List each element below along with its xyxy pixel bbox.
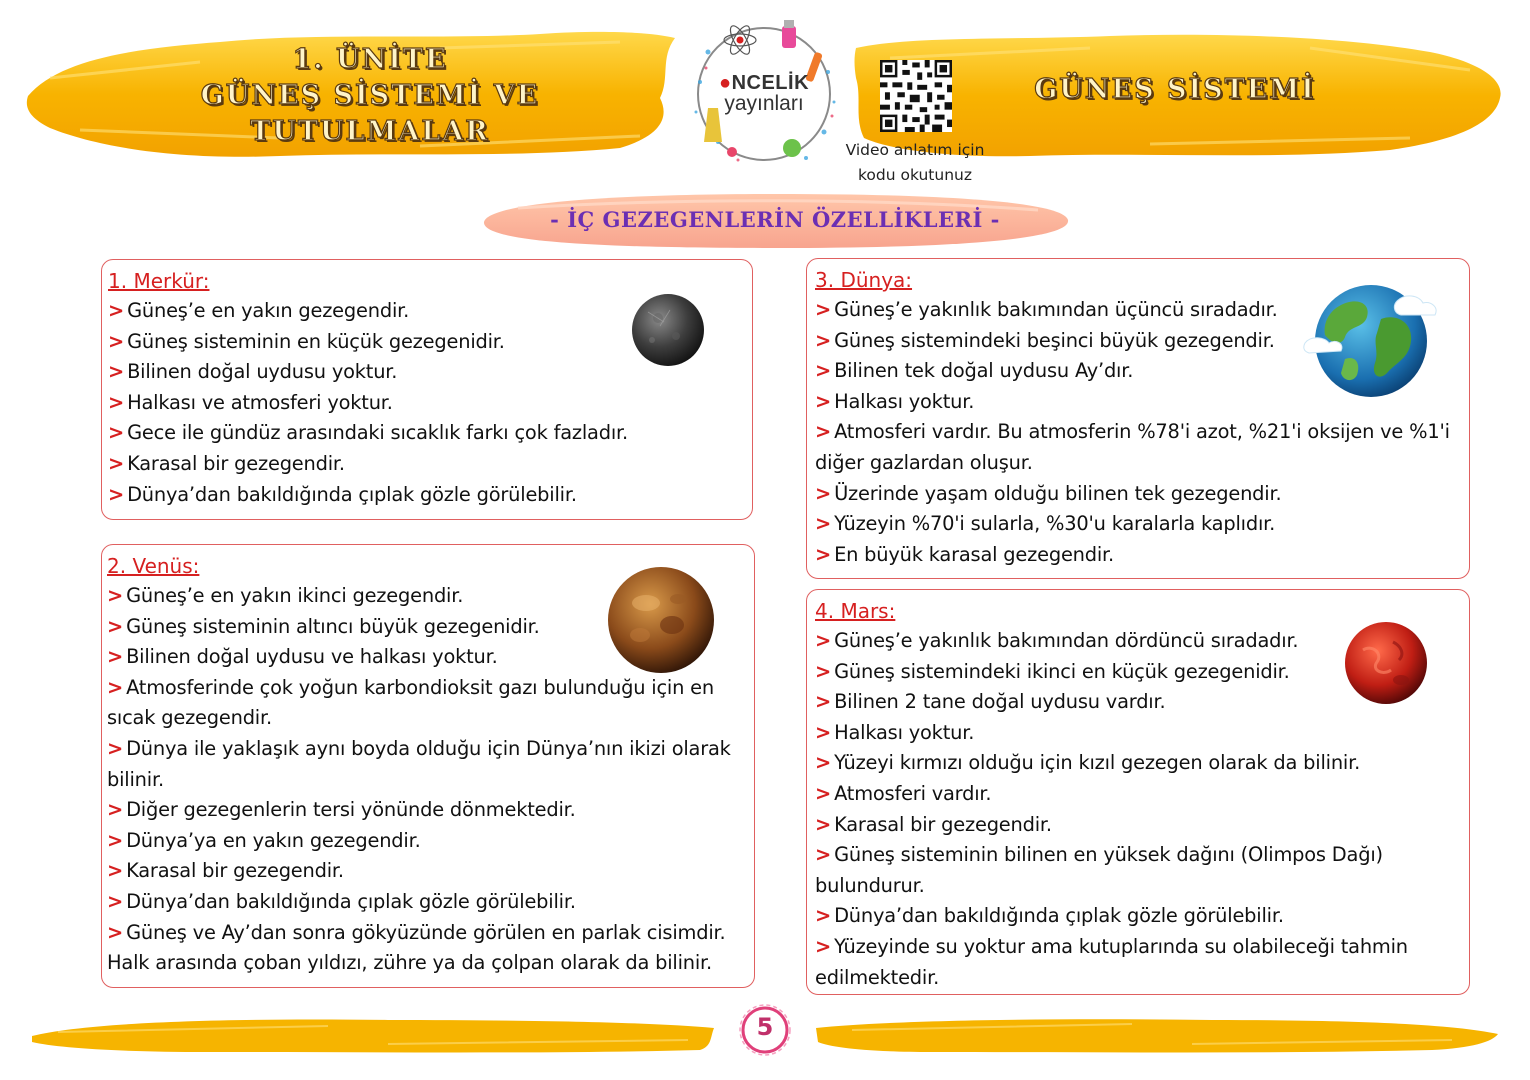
list-item: > Bilinen doğal uydusu ve halkası yoktur. [107, 645, 498, 669]
list-item: > Yüzeyi kırmızı olduğu için kızıl gezegen olarak da bilinir. [815, 751, 1361, 775]
list-item: > Üzerinde yaşam olduğu bilinen tek gezegendir. [815, 481, 1282, 505]
mercury-planet-icon [630, 292, 706, 368]
list-item: > Güneş’e en yakın ikinci gezegendir. [107, 584, 464, 607]
earth-title: 3. Dünya: [815, 268, 913, 292]
topic-title: GÜNEŞ SİSTEMİ [1034, 74, 1316, 105]
mars-planet-icon [1343, 620, 1429, 706]
list-item: > Dünya ile yaklaşık aynı boyda olduğu için Dünya’nın ikizi olarak bilinir. [107, 736, 731, 791]
publisher-logo-text: ●NCELİK yayınları [700, 72, 828, 116]
list-item: > Güneş’e yakınlık bakımından üçüncü sıradadır. [815, 298, 1278, 321]
list-item: > Diğer gezegenlerin tersi yönünde dönmektedir. [107, 798, 576, 822]
section-title: - İÇ GEZEGENLERİN ÖZELLİKLERİ - [550, 207, 1000, 232]
list-item: > Karasal bir gezegendir. [108, 451, 345, 475]
footer-brush-left [28, 1008, 718, 1056]
list-item: > Bilinen doğal uydusu yoktur. [108, 360, 398, 384]
logo-sub: yayınları [724, 92, 804, 115]
qr-caption [830, 138, 1000, 188]
list-item: > Yüzeyin %70'i sularla, %30'u karalarla kaplıdır. [815, 512, 1276, 536]
list-item: > Güneş’e en yakın gezegendir. [108, 299, 410, 322]
list-item: > Yüzeyinde su yoktur ama kutuplarında su olabileceği tahmin edilmektedir. [815, 934, 1408, 989]
list-item: > Halkası yoktur. [815, 720, 975, 744]
mercury-title: 1. Merkür: [108, 269, 210, 293]
list-item: > Güneş sisteminin altıncı büyük gezegenidir. [107, 614, 540, 638]
unit-title [150, 42, 590, 150]
qr-code-icon[interactable] [880, 60, 952, 132]
qr-caption-line2: kodu okutunuz [858, 166, 972, 184]
page-number: 5 [756, 1013, 774, 1041]
earth-card [806, 258, 1470, 579]
list-item: > Atmosferi vardır. Bu atmosferin %78'i azot, %21'i oksijen ve %1'i diğer gazlardan oluşur. [815, 420, 1450, 474]
venus-title: 2. Venüs: [107, 554, 200, 578]
unit-title-line3: TUTULMALAR [250, 116, 490, 147]
list-item: > Halkası yoktur. [815, 389, 975, 413]
list-item: > Bilinen 2 tane doğal uydusu vardır. [815, 690, 1166, 714]
unit-title-line1: 1. ÜNİTE [292, 44, 448, 75]
list-item: > Güneş’e yakınlık bakımından dördüncü sıradadır. [815, 629, 1299, 652]
earth-planet-icon [1301, 283, 1439, 401]
list-item: > Dünya’dan bakıldığında çıplak gözle görülebilir. [108, 482, 577, 506]
venus-planet-icon [606, 565, 716, 675]
logo-brand: NCELİK [731, 72, 810, 94]
mercury-card [101, 259, 753, 520]
mars-card [806, 589, 1470, 995]
list-item: > Karasal bir gezegendir. [107, 859, 344, 883]
list-item: > Dünya’dan bakıldığında çıplak gözle görülebilir. [107, 889, 576, 913]
list-item: > Güneş sistemindeki beşinci büyük gezegendir. [815, 328, 1275, 352]
list-item: > Atmosferinde çok yoğun karbondioksit gazı bulunduğu için en sıcak gezegendir. [107, 675, 714, 730]
list-item: > Güneş sisteminin en küçük gezegenidir. [108, 329, 505, 353]
list-item: > Gece ile gündüz arasındaki sıcaklık farkı çok fazladır. [108, 421, 628, 445]
list-item: > Karasal bir gezegendir. [815, 812, 1052, 836]
list-item: > Halkası ve atmosferi yoktur. [108, 390, 393, 414]
list-item: > Bilinen tek doğal uydusu Ay’dır. [815, 359, 1134, 383]
list-item: > Güneş ve Ay’dan sonra gökyüzünde görülen en parlak cisimdir. Halk arasında çoban yıldızı, zühre ya da çolpan olarak da bilinir. [107, 920, 726, 975]
list-item: > Güneş sisteminin bilinen en yüksek dağını (Olimpos Dağı) bulundurur. [815, 843, 1383, 897]
list-item: > En büyük karasal gezegendir. [815, 542, 1115, 566]
mars-title: 4. Mars: [815, 599, 896, 623]
list-item: > Dünya’ya en yakın gezegendir. [107, 828, 421, 852]
qr-caption-line1: Video anlatım için [845, 141, 985, 159]
unit-title-line2: GÜNEŞ SİSTEMİ VE [200, 80, 540, 111]
footer-brush-right [812, 1008, 1502, 1056]
list-item: > Dünya’dan bakıldığında çıplak gözle görülebilir. [815, 904, 1284, 928]
venus-card [101, 544, 755, 988]
list-item: > Atmosferi vardır. [815, 781, 992, 805]
list-item: > Güneş sistemindeki ikinci en küçük gezegenidir. [815, 659, 1290, 683]
